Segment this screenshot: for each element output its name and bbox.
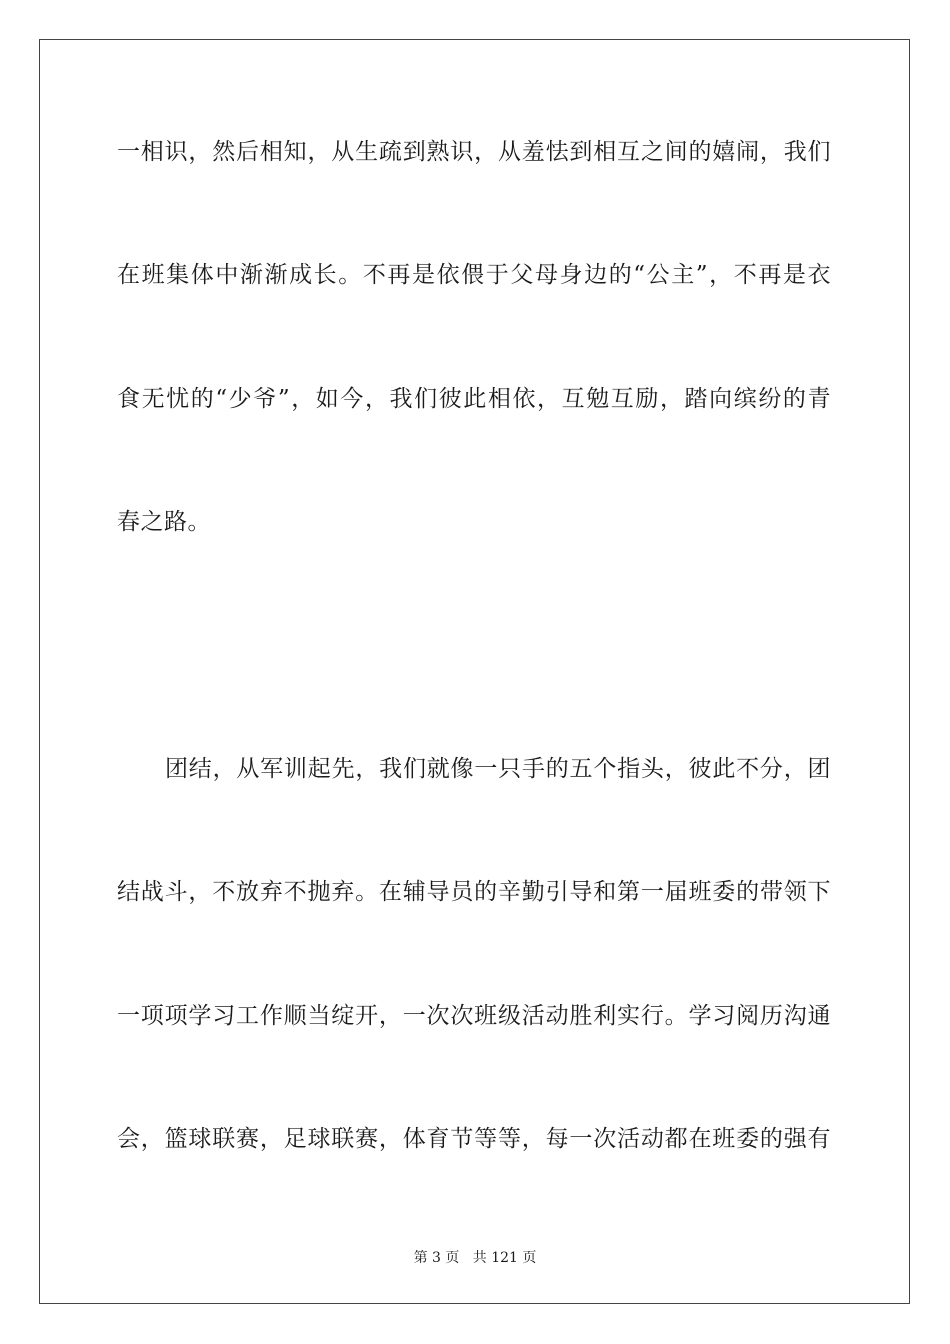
page-border: [39, 39, 910, 1304]
text-line: 一项项学习工作顺当绽开，一次次班级活动胜利实行。学习阅历沟通: [117, 1003, 831, 1029]
text-line: 团结，从军训起先，我们就像一只手的五个指头，彼此不分，团: [165, 756, 831, 782]
text-line: 会，篮球联赛，足球联赛，体育节等等，每一次活动都在班委的强有: [117, 1126, 831, 1152]
text-line: 一相识，然后相知，从生疏到熟识，从羞怯到相互之间的嬉闹，我们: [117, 139, 831, 165]
text-line: 结战斗，不放弃不抛弃。在辅导员的辛勤引导和第一届班委的带领下: [117, 879, 831, 905]
text-line: 春之路。: [117, 509, 211, 535]
page-footer: 第 3 页 共 121 页: [413, 1250, 537, 1266]
text-line: 食无忧的“少爷”，如今，我们彼此相依，互勉互励，踏向缤纷的青: [117, 386, 831, 412]
text-line: 在班集体中渐渐成长。不再是依偎于父母身边的“公主”，不再是衣: [117, 262, 831, 288]
